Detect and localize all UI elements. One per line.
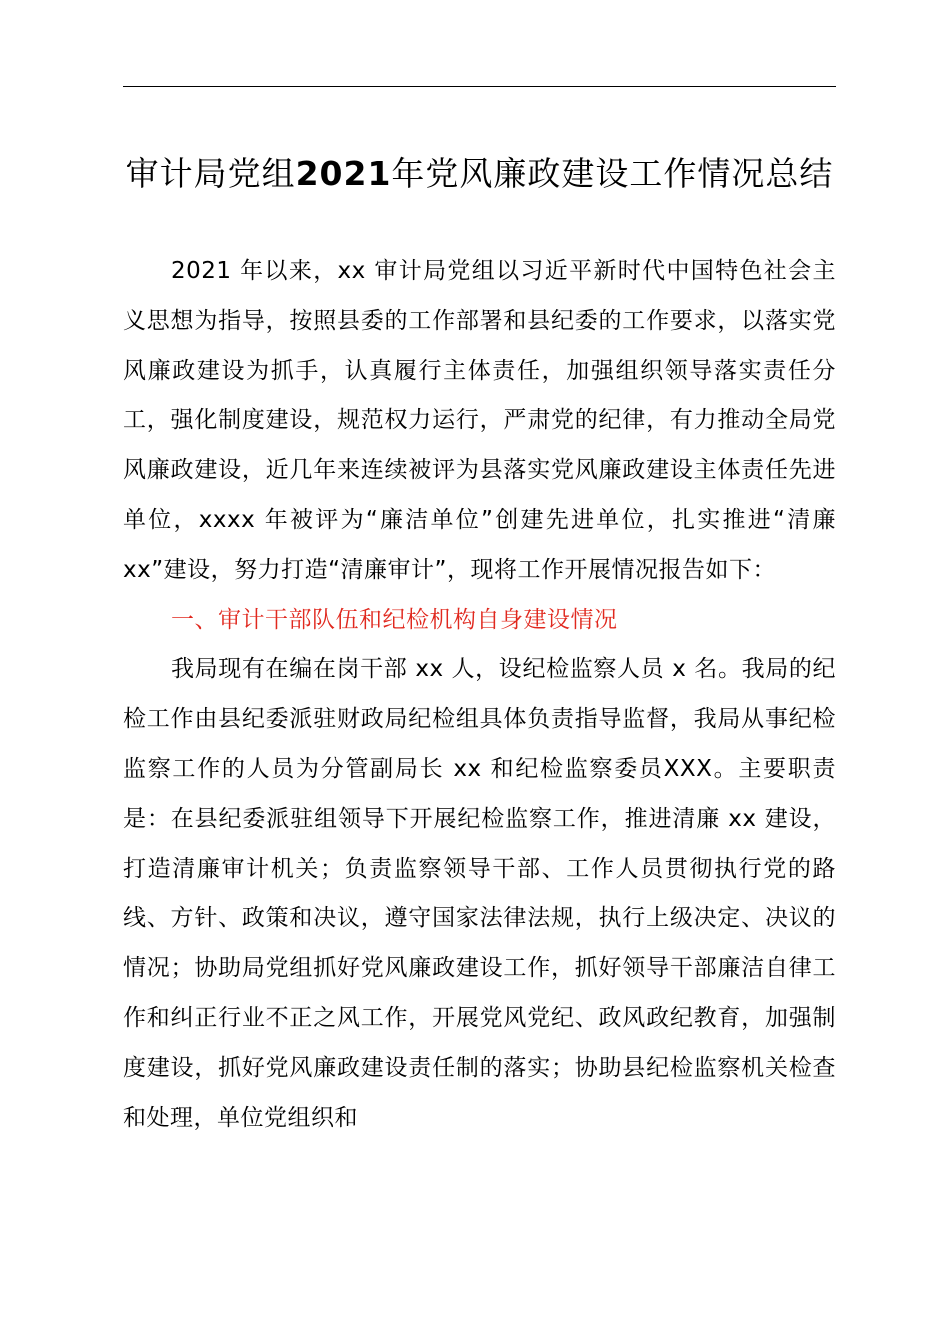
title-part1: 审计局党组 [125, 154, 296, 193]
document-body [123, 247, 836, 1143]
intro-paragraph: 2021 年以来，xx 审计局党组以习近平新时代中国特色社会主义思想为指导，按照县委的工作部署和县纪委的工作要求，以落实党风廉政建设为抓手，认真履行主体责任，加强组织领导落实责任分工，强化制度建设，规范权力运行，严肃党的纪律，有力推动全局党风廉政建设，近几年来连续被评为县落实党风廉政建设主体责任先进单位，xxxx 年被评为“廉洁单位”创建先进单位，扎实推进“清廉 xx”建设，努力打造“清廉审计”，现将工作开展情况报告如下： [123, 258, 836, 583]
header-rule [123, 86, 836, 87]
section-heading-1: 一、审计干部队伍和纪检机构自身建设情况 [171, 606, 618, 633]
section1-paragraph: 我局现有在编在岗干部 xx 人，设纪检监察人员 x 名。我局的纪检工作由县纪委派驻财政局纪检组具体负责指导监督，我局从事纪检监察工作的人员为分管副局长 xx 和纪检监察委员XXX。主要职责是：在县纪委派驻组领导下开展纪检监察工作，推进清廉 xx 建设，打造清廉审计机关；负责监察领导干部、工作人员贯彻执行党的路线、方针、政策和决议，遵守国家法律法规，执行上级决定、决议的情况；协助局党组抓好党风廉政建设工作，抓好领导干部廉洁自律工作和纠正行业不正之风工作，开展党风党纪、政风政纪教育，加强制度建设，抓好党风廉政建设责任制的落实；协助县纪检监察机关检查和处理，单位党组织和 [123, 656, 837, 1131]
title-part2: 年党风廉政建设工作情况总结 [391, 154, 834, 193]
title-year: 2021 [295, 154, 392, 193]
document-title [123, 148, 836, 200]
